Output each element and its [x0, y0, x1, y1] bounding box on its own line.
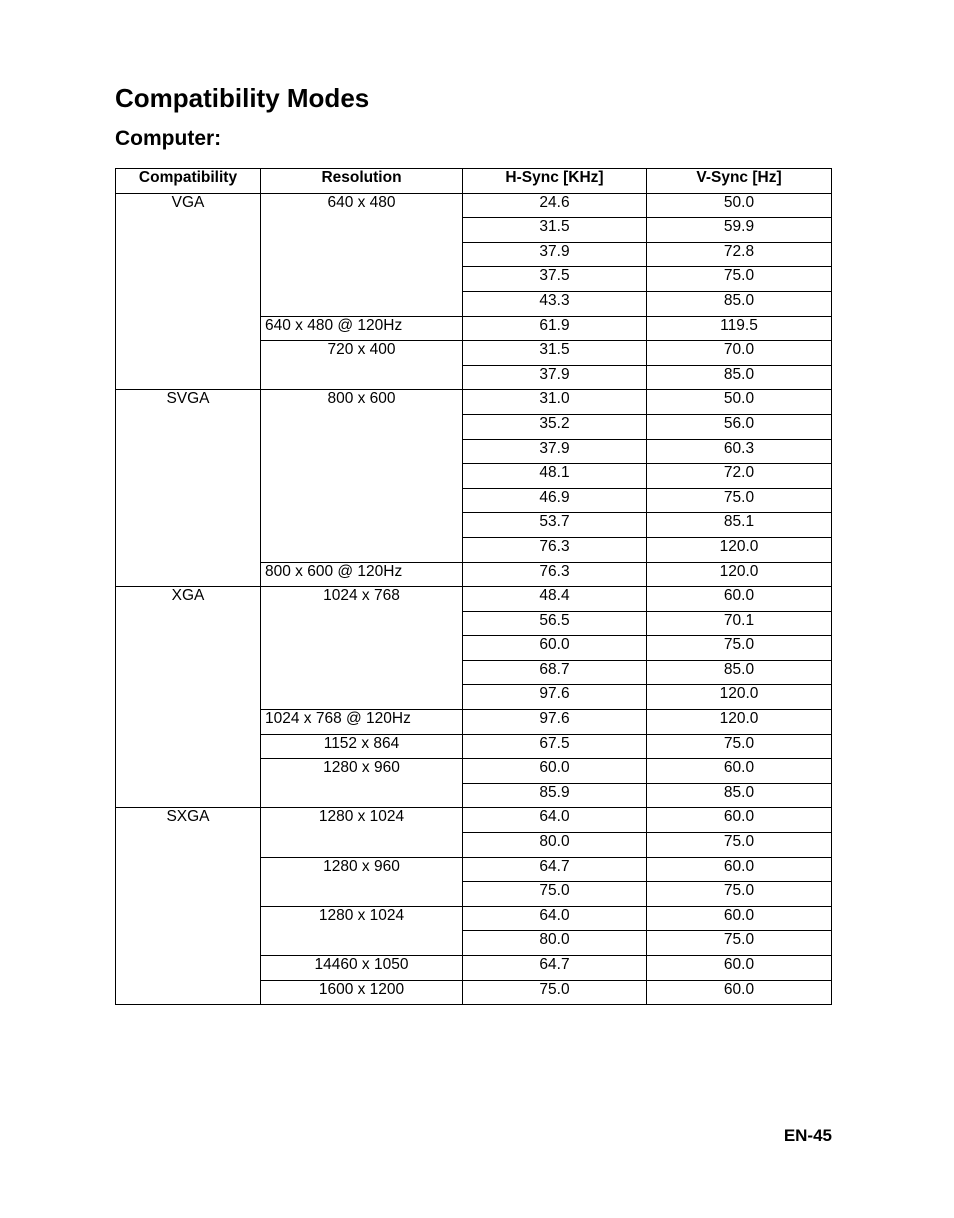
- h-sync-cell: 43.3: [463, 291, 647, 316]
- v-sync-cell: 120.0: [647, 685, 832, 710]
- v-sync-cell: 60.3: [647, 439, 832, 464]
- h-sync-cell: 64.7: [463, 857, 647, 882]
- v-sync-cell: 85.0: [647, 291, 832, 316]
- h-sync-cell: 35.2: [463, 414, 647, 439]
- table-row: [116, 390, 832, 415]
- column-header-compatibility: Compatibility: [116, 169, 261, 194]
- v-sync-cell: 85.0: [647, 365, 832, 390]
- v-sync-cell: 60.0: [647, 587, 832, 612]
- resolution-cell: 1024 x 768: [261, 587, 463, 710]
- v-sync-cell: 85.0: [647, 783, 832, 808]
- v-sync-cell: 60.0: [647, 906, 832, 931]
- compatibility-cell: SXGA: [116, 808, 261, 1005]
- resolution-cell: 720 x 400: [261, 341, 463, 390]
- h-sync-cell: 75.0: [463, 882, 647, 907]
- table-header-row: [116, 169, 832, 194]
- h-sync-cell: 31.0: [463, 390, 647, 415]
- v-sync-cell: 75.0: [647, 931, 832, 956]
- table-row: [116, 193, 832, 218]
- v-sync-cell: 60.0: [647, 980, 832, 1005]
- v-sync-cell: 120.0: [647, 537, 832, 562]
- v-sync-cell: 70.0: [647, 341, 832, 366]
- column-header-h-sync: H-Sync [KHz]: [463, 169, 647, 194]
- h-sync-cell: 97.6: [463, 710, 647, 735]
- v-sync-cell: 60.0: [647, 808, 832, 833]
- section-title: Computer:: [115, 127, 222, 150]
- resolution-cell: 14460 x 1050: [261, 956, 463, 981]
- v-sync-cell: 85.1: [647, 513, 832, 538]
- h-sync-cell: 75.0: [463, 980, 647, 1005]
- column-header-v-sync: V-Sync [Hz]: [647, 169, 832, 194]
- v-sync-cell: 70.1: [647, 611, 832, 636]
- v-sync-cell: 72.0: [647, 464, 832, 489]
- compatibility-modes-table: [115, 168, 832, 1005]
- resolution-cell: 1280 x 1024: [261, 906, 463, 955]
- v-sync-cell: 60.0: [647, 857, 832, 882]
- h-sync-cell: 64.0: [463, 808, 647, 833]
- v-sync-cell: 60.0: [647, 759, 832, 784]
- h-sync-cell: 60.0: [463, 636, 647, 661]
- h-sync-cell: 48.4: [463, 587, 647, 612]
- v-sync-cell: 50.0: [647, 193, 832, 218]
- page-title: Compatibility Modes: [115, 83, 370, 113]
- v-sync-cell: 75.0: [647, 267, 832, 292]
- h-sync-cell: 68.7: [463, 660, 647, 685]
- v-sync-cell: 75.0: [647, 882, 832, 907]
- h-sync-cell: 60.0: [463, 759, 647, 784]
- h-sync-cell: 31.5: [463, 341, 647, 366]
- h-sync-cell: 64.0: [463, 906, 647, 931]
- compatibility-cell: SVGA: [116, 390, 261, 587]
- column-header-resolution: Resolution: [261, 169, 463, 194]
- h-sync-cell: 37.9: [463, 365, 647, 390]
- h-sync-cell: 37.9: [463, 439, 647, 464]
- v-sync-cell: 75.0: [647, 636, 832, 661]
- h-sync-cell: 97.6: [463, 685, 647, 710]
- v-sync-cell: 85.0: [647, 660, 832, 685]
- resolution-cell: 1152 x 864: [261, 734, 463, 759]
- resolution-cell: 1280 x 960: [261, 857, 463, 906]
- h-sync-cell: 76.3: [463, 537, 647, 562]
- h-sync-cell: 37.5: [463, 267, 647, 292]
- table-row: [116, 808, 832, 833]
- compatibility-cell: VGA: [116, 193, 261, 390]
- resolution-cell: 640 x 480 @ 120Hz: [261, 316, 463, 341]
- v-sync-cell: 120.0: [647, 562, 832, 587]
- h-sync-cell: 80.0: [463, 833, 647, 858]
- h-sync-cell: 76.3: [463, 562, 647, 587]
- v-sync-cell: 119.5: [647, 316, 832, 341]
- h-sync-cell: 46.9: [463, 488, 647, 513]
- resolution-cell: 1024 x 768 @ 120Hz: [261, 710, 463, 735]
- h-sync-cell: 80.0: [463, 931, 647, 956]
- v-sync-cell: 50.0: [647, 390, 832, 415]
- v-sync-cell: 120.0: [647, 710, 832, 735]
- v-sync-cell: 56.0: [647, 414, 832, 439]
- h-sync-cell: 24.6: [463, 193, 647, 218]
- resolution-cell: 1280 x 1024: [261, 808, 463, 857]
- h-sync-cell: 31.5: [463, 218, 647, 243]
- v-sync-cell: 60.0: [647, 956, 832, 981]
- h-sync-cell: 64.7: [463, 956, 647, 981]
- resolution-cell: 1600 x 1200: [261, 980, 463, 1005]
- h-sync-cell: 48.1: [463, 464, 647, 489]
- v-sync-cell: 59.9: [647, 218, 832, 243]
- h-sync-cell: 56.5: [463, 611, 647, 636]
- h-sync-cell: 67.5: [463, 734, 647, 759]
- v-sync-cell: 72.8: [647, 242, 832, 267]
- resolution-cell: 1280 x 960: [261, 759, 463, 808]
- compatibility-cell: XGA: [116, 587, 261, 808]
- h-sync-cell: 61.9: [463, 316, 647, 341]
- h-sync-cell: 53.7: [463, 513, 647, 538]
- h-sync-cell: 85.9: [463, 783, 647, 808]
- table-row: [116, 587, 832, 612]
- table-body: [116, 193, 832, 1005]
- h-sync-cell: 37.9: [463, 242, 647, 267]
- resolution-cell: 800 x 600: [261, 390, 463, 562]
- v-sync-cell: 75.0: [647, 833, 832, 858]
- resolution-cell: 640 x 480: [261, 193, 463, 316]
- page-number: EN-45: [783, 1126, 832, 1145]
- v-sync-cell: 75.0: [647, 734, 832, 759]
- resolution-cell: 800 x 600 @ 120Hz: [261, 562, 463, 587]
- v-sync-cell: 75.0: [647, 488, 832, 513]
